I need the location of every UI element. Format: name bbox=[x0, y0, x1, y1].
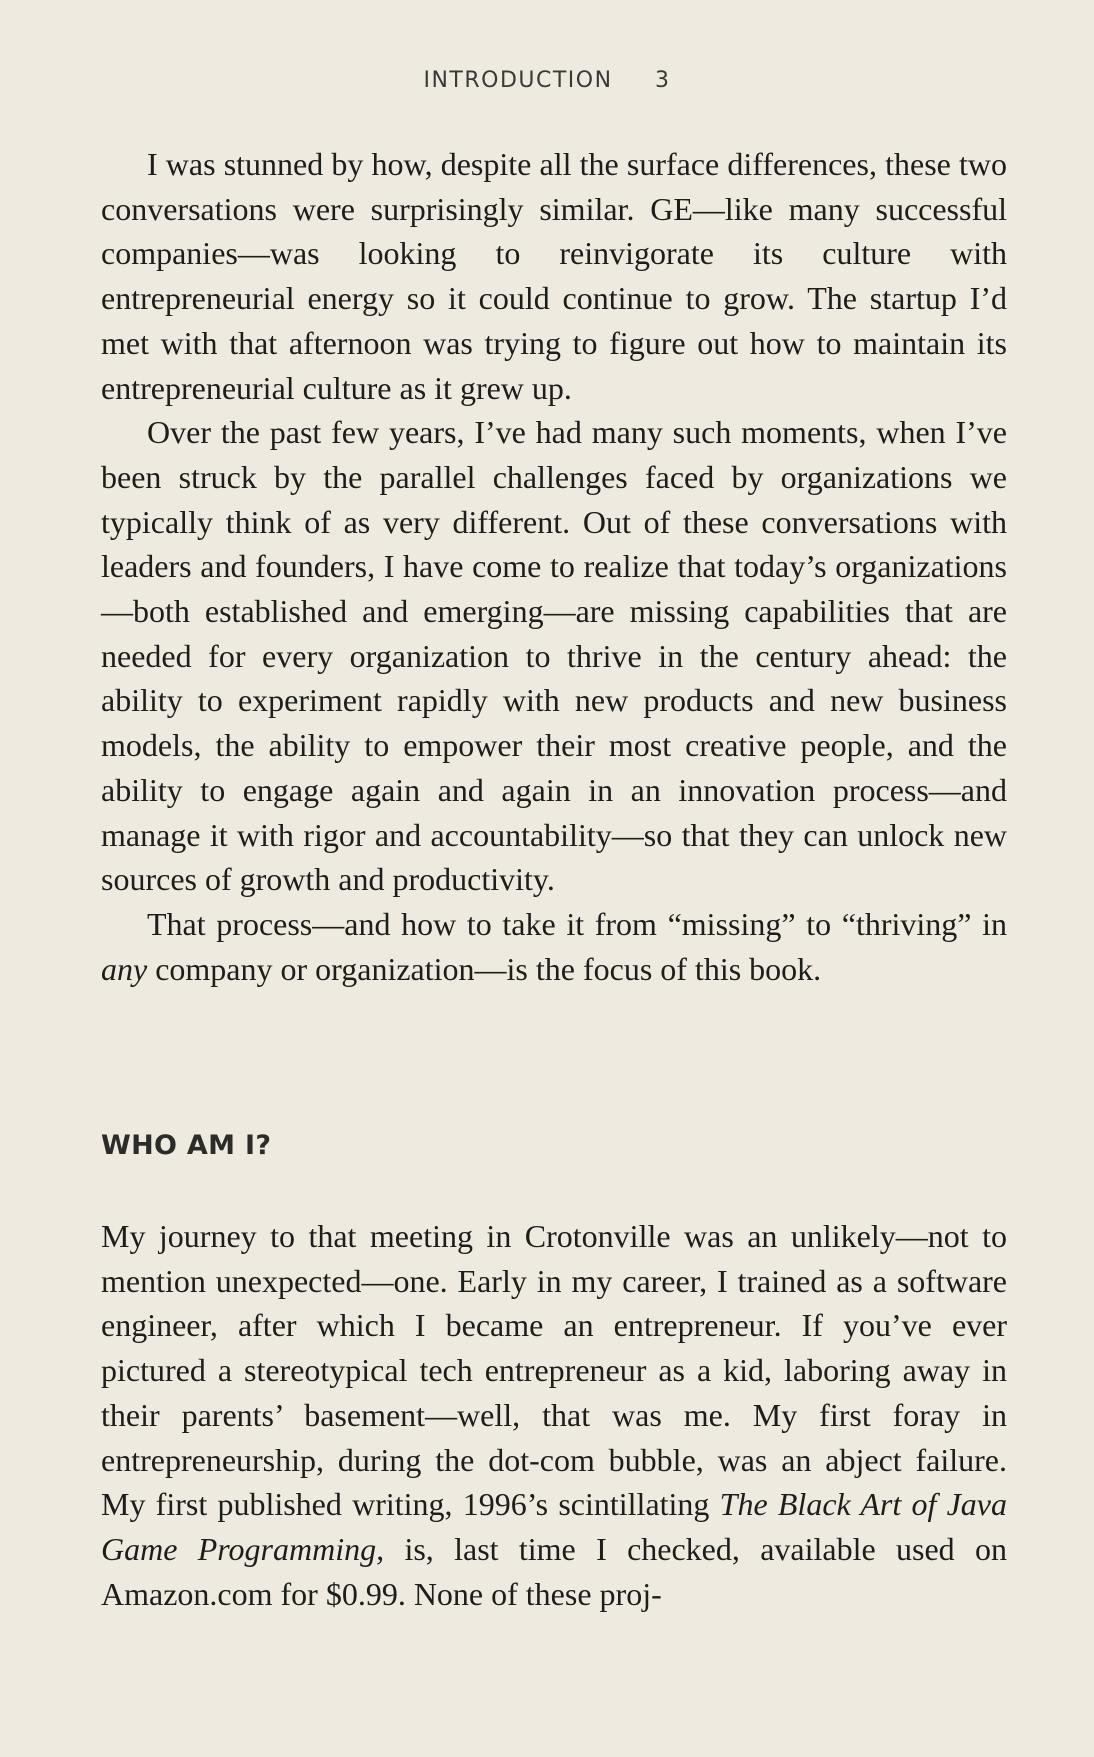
book-title: The Black Art of Java Game Programming, bbox=[101, 1486, 1008, 1567]
running-head-title: INTRODUCTION bbox=[423, 68, 613, 93]
running-head bbox=[0, 68, 1094, 93]
paragraph-text: company or organization—is the focus of this book. bbox=[147, 950, 822, 987]
paragraph-text: is, last time I checked, available used on Amazon.com for $0.99. None of these proj- bbox=[101, 1530, 1008, 1612]
paragraph-text: That process—and how to take it from “missing” to “thriving” in bbox=[147, 905, 1007, 942]
page-number: 3 bbox=[655, 68, 671, 93]
section-text-block bbox=[101, 1214, 1007, 1616]
paragraph bbox=[101, 902, 1007, 991]
emphasis-text: any bbox=[101, 950, 148, 987]
paragraph: I was stunned by how, despite all the surface differences, these two conversations were surprisingly similar. GE—like many successful companies—was looking to reinvigorate its culture with entrepreneurial energy so it could continue to grow. The startup I’d met with that afternoon was trying to figure out how to maintain its entrepreneurial culture as it grew up. bbox=[101, 146, 1007, 406]
section-heading: WHO AM I? bbox=[101, 1130, 272, 1161]
paragraph-text: My journey to that meeting in Crotonville was an unlikely—not to mention unexpected—one. Early in my career, I trained as a software engineer, after which I became an entrepreneur. If you’ve ever pictured a stereotypical tech entrepreneur as a kid, laboring away in their parents’ basement—well, that was me. My first foray in entrepreneurship, during the dot-com bubble, was an abject failure. My first published writing, 1996’s scintillating bbox=[101, 1218, 1007, 1523]
paragraph: Over the past few years, I’ve had many such moments, when I’ve been struck by the parallel challenges faced by organizations we typically think of as very different. Out of these conversations with leaders and founders, I have come to realize that today’s organizations—both established and emerging—are missing capabilities that are needed for every organization to thrive in the century ahead: the ability to experiment rapidly with new products and new business models, the ability to empower their most creative people, and the ability to engage again and again in an innovation process—and manage it with rigor and accountability—so that they can unlock new sources of growth and productivity. bbox=[101, 414, 1007, 898]
paragraph bbox=[101, 1214, 1007, 1616]
intro-text-block bbox=[101, 142, 1007, 991]
